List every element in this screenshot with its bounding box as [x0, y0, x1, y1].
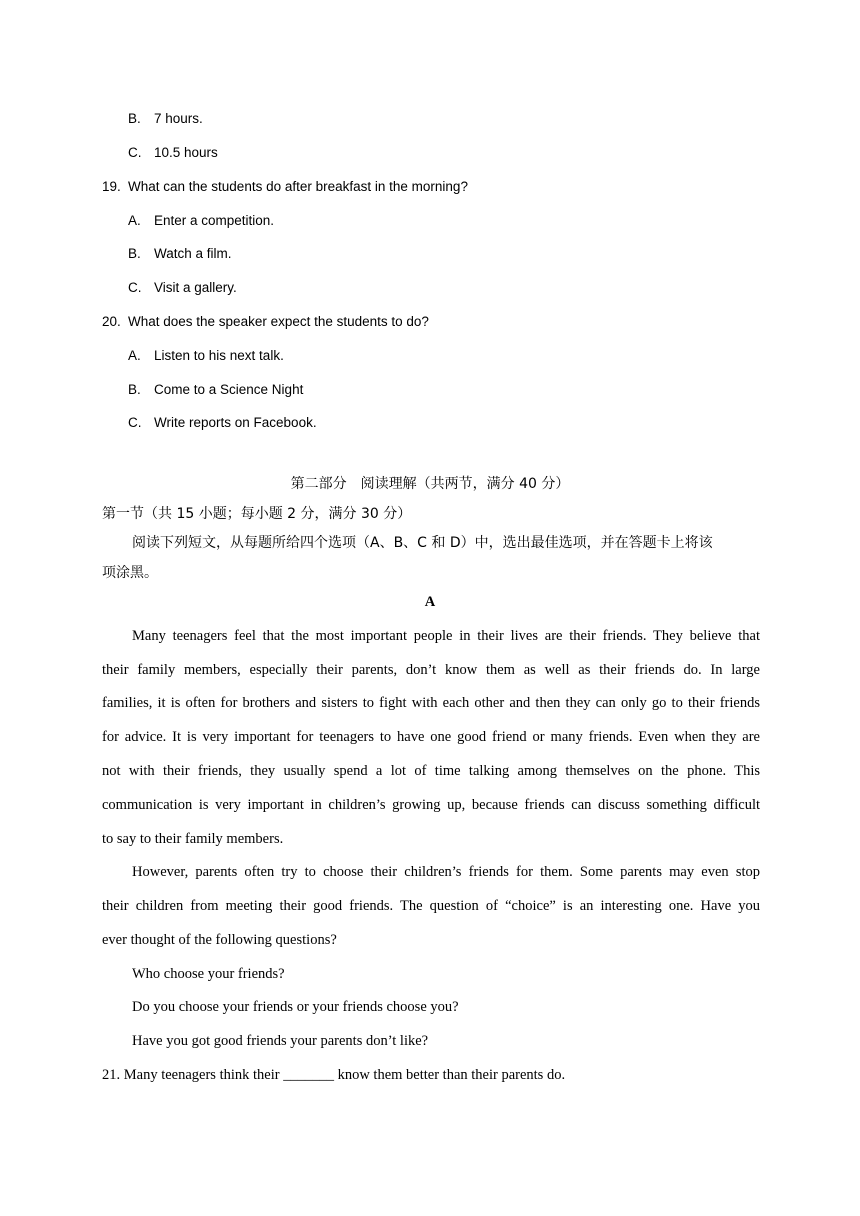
q19-option-c-letter: C.	[128, 280, 142, 295]
paragraph-2-line-1: However, parents often try to choose their children’s friends for them. Some parents may even stop	[132, 864, 760, 880]
q20-number: 20.	[102, 314, 121, 329]
question-list-item-2: Do you choose your friends or your friends choose you?	[132, 999, 459, 1015]
passage-label: A	[424, 594, 436, 610]
q19-option-c-text: Visit a gallery.	[154, 280, 237, 295]
q20-option-c-letter: C.	[128, 415, 142, 430]
q19-option-a-letter: A.	[128, 213, 141, 228]
paragraph-1-line-1: Many teenagers feel that the most important people in their lives are their friends. They believe that	[132, 628, 760, 644]
q20-option-b-text: Come to a Science Night	[154, 382, 304, 397]
q20-option-a-text: Listen to his next talk.	[154, 348, 284, 363]
section-title: 第一节（共 15 小题；每小题 2 分，满分 30 分）	[102, 506, 412, 522]
q18-option-c-letter: C.	[128, 145, 142, 160]
q20-text: What does the speaker expect the students to do?	[128, 314, 429, 329]
paragraph-2-line-2: their children from meeting their good friends. The question of “choice” is an interesting one. Have you	[102, 898, 760, 914]
q21-stem: 21. Many teenagers think their _______ know them better than their parents do.	[102, 1067, 566, 1083]
q19-number: 19.	[102, 179, 121, 194]
q20-option-c-text: Write reports on Facebook.	[154, 415, 317, 430]
paragraph-2-line-3: ever thought of the following questions?	[102, 932, 337, 948]
instructions-line-1: 阅读下列短文，从每题所给四个选项（A、B、C 和 D）中，选出最佳选项，并在答题卡上将该	[132, 535, 713, 551]
q19-option-b-letter: B.	[128, 246, 141, 261]
q18-option-c-text: 10.5 hours	[154, 145, 218, 160]
q20-option-a-letter: A.	[128, 348, 141, 363]
instructions-line-2: 项涂黑。	[102, 565, 158, 581]
question-list-item-1: Who choose your friends?	[132, 966, 285, 982]
paragraph-1-line-5: not with their friends, they usually spend a lot of time talking among themselves on the phone. This	[102, 763, 760, 779]
q20-option-b-letter: B.	[128, 382, 141, 397]
question-list-item-3: Have you got good friends your parents don’t like?	[132, 1033, 429, 1049]
q18-option-b-letter: B.	[128, 111, 141, 126]
q19-option-a-text: Enter a competition.	[154, 213, 275, 228]
paragraph-1-line-2: their family members, especially their parents, don’t know them as well as their friends do. In large	[102, 662, 760, 678]
part-title: 第二部分 阅读理解（共两节，满分 40 分）	[290, 476, 570, 492]
q18-option-b-text: 7 hours.	[154, 111, 203, 126]
paragraph-1-line-4: for advice. It is very important for teenagers to have one good friend or many friends. Even when they are	[102, 729, 760, 745]
paragraph-1-line-6: communication is very important in children’s growing up, because friends can discuss something difficult	[102, 797, 760, 813]
q19-option-b-text: Watch a film.	[154, 246, 232, 261]
paragraph-1-line-3: families, it is often for brothers and sisters to fight with each other and then they can only go to their friends	[102, 695, 760, 711]
q19-text: What can the students do after breakfast in the morning?	[128, 179, 468, 194]
paragraph-1-line-7: to say to their family members.	[102, 831, 284, 847]
